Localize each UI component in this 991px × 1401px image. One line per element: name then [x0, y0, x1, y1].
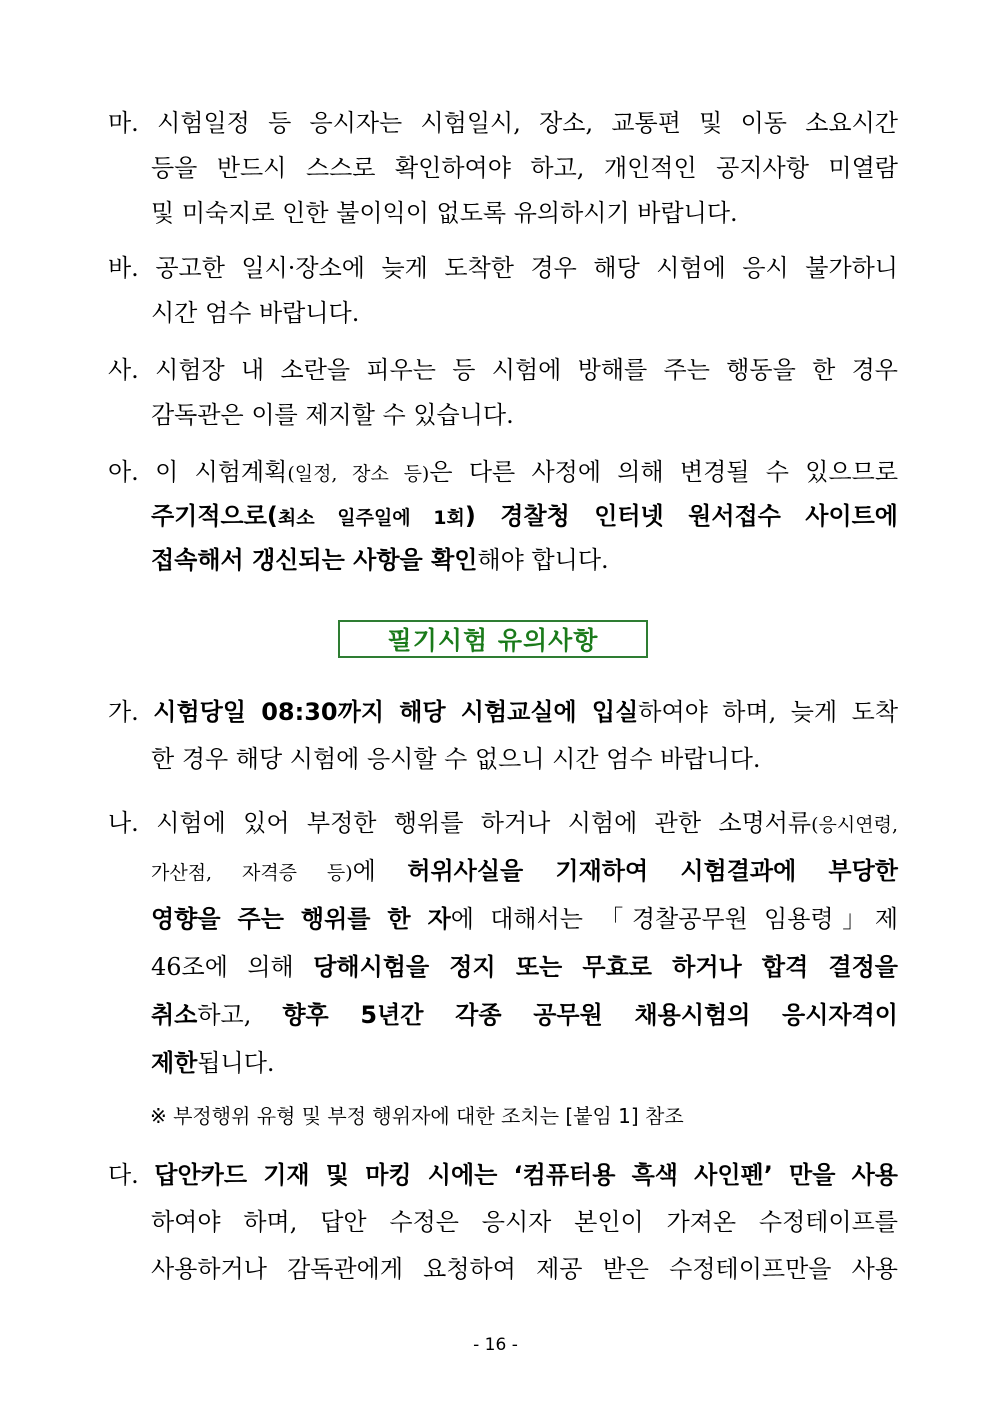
item-na-line-3: [151, 904, 898, 934]
item-ga-marker: 가.: [108, 698, 154, 726]
item-na-line-1-part-1: 나. 시험에 있어 부정한 행위를 하거나 시험에 관한 소명서류: [108, 809, 812, 837]
item-da-marker: 다.: [108, 1161, 155, 1189]
item-a-line-1: [108, 457, 898, 489]
item-na-line-6: [151, 1048, 275, 1078]
item-na-line-3-rest: 에 대해서는 「경찰공무원 임용령」제: [450, 905, 899, 933]
item-a-line-3: [151, 545, 609, 575]
item-a-line-3-bold: 접속해서 갱신되는 사항을 확인: [151, 546, 478, 574]
item-na-line-2-bold: 허위사실을 기재하여 시험결과에 부당한: [407, 857, 898, 885]
item-a-line-2-part-1: 주기적으로(: [151, 502, 278, 530]
item-ga-line-1-bold: 시험당일 08:30까지 해당 시험교실에 입실: [153, 698, 639, 726]
item-a-line-1-part-2: 은 다른 사정에 의해 변경될 수 있으므로: [429, 458, 898, 486]
item-na-line-5-part: 하고,: [197, 1001, 283, 1029]
item-ma-line-1: 마. 시험일정 등 응시자는 시험일시, 장소, 교통편 및 이동 소요시간: [108, 109, 898, 137]
item-a-line-1-part-1: 아. 이 시험계획: [108, 458, 288, 486]
item-da-line-3: 사용하거나 감독관에게 요청하여 제공 받은 수정테이프만을 사용: [151, 1255, 898, 1283]
page-number: - 16 -: [473, 1335, 518, 1355]
item-ga-line-2: 한 경우 해당 시험에 응시할 수 없으니 시간 엄수 바랍니다.: [151, 745, 761, 773]
section-header-box: [338, 620, 648, 658]
item-na-line-3-bold: 영향을 주는 행위를 한 자: [151, 905, 451, 933]
item-ga-line-1: [108, 697, 898, 727]
item-na-line-4-bold: 당해시험을 정지 또는 무효로 하거나 합격 결정을: [313, 953, 898, 981]
item-sa-line-1: 사. 시험장 내 소란을 피우는 등 시험에 방해를 주는 행동을 한 경우: [108, 356, 898, 384]
reference-note: ※ 부정행위 유형 및 부정 행위자에 대한 조치는 [붙임 1] 참조: [150, 1104, 684, 1128]
item-na-line-5: [151, 1000, 898, 1030]
item-na-line-2-paren: 가산점, 자격증 등): [151, 862, 353, 884]
item-na-line-4-part-1: 46조에 의해: [151, 953, 314, 981]
item-a-line-1-paren: (일정, 장소 등): [287, 463, 430, 485]
item-na-line-2-particle: 에: [352, 857, 408, 885]
item-na-line-4: [151, 952, 898, 982]
item-a-line-3-rest: 해야 합니다.: [477, 546, 609, 574]
item-a-line-2: [151, 501, 898, 533]
item-ba-line-1: 바. 공고한 일시·장소에 늦게 도착한 경우 해당 시험에 응시 불가하니: [108, 254, 898, 282]
item-na-line-2: [151, 856, 898, 888]
item-na-line-1: [108, 808, 898, 840]
section-title: 필기시험 유의사항: [387, 626, 599, 655]
item-ga-line-1-rest: 하여야 하며, 늦게 도착: [638, 698, 899, 726]
item-a-line-2-paren: 최소 일주일에 1회: [277, 507, 465, 529]
item-na-line-1-paren: (응시연령,: [811, 814, 898, 836]
item-na-line-6-bold: 제한: [151, 1049, 198, 1077]
item-a-line-2-part-2: ) 경찰청 인터넷 원서접수 사이트에: [464, 502, 898, 530]
item-ma-line-2: 등을 반드시 스스로 확인하여야 하고, 개인적인 공지사항 미열람: [151, 154, 898, 182]
item-na-line-5-bold-2: 향후 5년간 각종 공무원 채용시험의 응시자격이: [282, 1001, 898, 1029]
item-na-line-6-rest: 됩니다.: [197, 1049, 275, 1077]
item-da-line-2: 하여야 하며, 답안 수정은 응시자 본인이 가져온 수정테이프를: [151, 1208, 898, 1236]
item-da-line-1-bold: 답안카드 기재 및 마킹 시에는 ‘컴퓨터용 흑색 사인펜’ 만을 사용: [154, 1161, 898, 1189]
item-sa-line-2: 감독관은 이를 제지할 수 있습니다.: [151, 401, 514, 429]
item-da-line-1: [108, 1160, 898, 1190]
item-na-line-5-bold-1: 취소: [151, 1001, 198, 1029]
item-ba-line-2: 시간 엄수 바랍니다.: [151, 299, 360, 327]
item-ma-line-3: 및 미숙지로 인한 불이익이 없도록 유의하시기 바랍니다.: [151, 199, 738, 227]
